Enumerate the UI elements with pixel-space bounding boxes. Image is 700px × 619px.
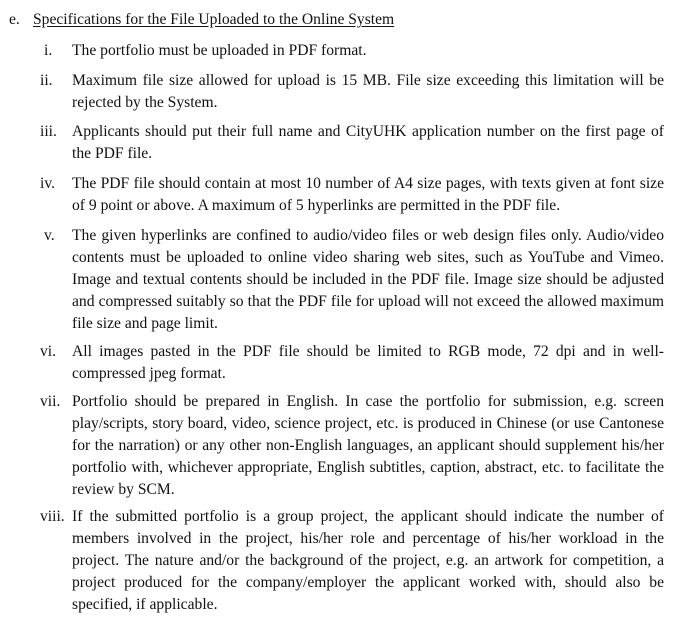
item-text: If the submitted portfolio is a group project, the applicant should indicate the number of members involved in the project, his/her role and percentage of his/her workload in the project. The nature and/or the background of the project, e.g. an artwork for competition, a project produced for the company/employer the applicant worked with, should also be specified, if applicable. — [72, 508, 664, 613]
item-number: viii. — [40, 508, 65, 525]
item-number: iii. — [40, 123, 57, 140]
item-number: vii. — [40, 393, 61, 410]
item-number: vi. — [40, 343, 57, 360]
section-title: Specifications for the File Uploaded to the Online System — [33, 11, 395, 28]
section-heading — [9, 9, 394, 31]
item-number: v. — [44, 227, 55, 244]
item-text: The PDF file should contain at most 10 number of A4 size pages, with texts given at font size of 9 point or above. A maximum of 5 hyperlinks are permitted in the PDF file. — [72, 175, 664, 214]
item-number: iv. — [40, 175, 56, 192]
item-text: The portfolio must be uploaded in PDF format. — [72, 42, 367, 59]
item-text: Maximum file size allowed for upload is 15 MB. File size exceeding this limitation will be rejected by the System. — [72, 72, 664, 111]
item-number: i. — [44, 42, 53, 59]
item-text: Portfolio should be prepared in English. In case the portfolio for submission, e.g. screen play/scripts, story board, video, science project, etc. is produced in Chinese (or use Cantonese for the narration) or any other non-English languages, an applicant should supplement his/her portfolio with, whichever appropriate, English subtitles, caption, abstract, etc. to facilitate the review by SCM. — [72, 393, 664, 498]
item-text: The given hyperlinks are confined to audio/video files or web design files only. Audio/video contents must be uploaded to online video sharing web sites, such as YouTube and Vimeo. Image and textual contents should be included in the PDF file. Image size should be adjusted and compressed suitably so that the PDF file for upload will not exceed the allowed maximum file size and page limit. — [72, 227, 664, 332]
section-letter: e. — [9, 11, 20, 28]
item-number: ii. — [40, 72, 53, 89]
item-text: Applicants should put their full name and CityUHK application number on the first page of the PDF file. — [72, 123, 664, 162]
item-text: All images pasted in the PDF file should be limited to RGB mode, 72 dpi and in well-compressed jpeg format. — [72, 343, 664, 382]
